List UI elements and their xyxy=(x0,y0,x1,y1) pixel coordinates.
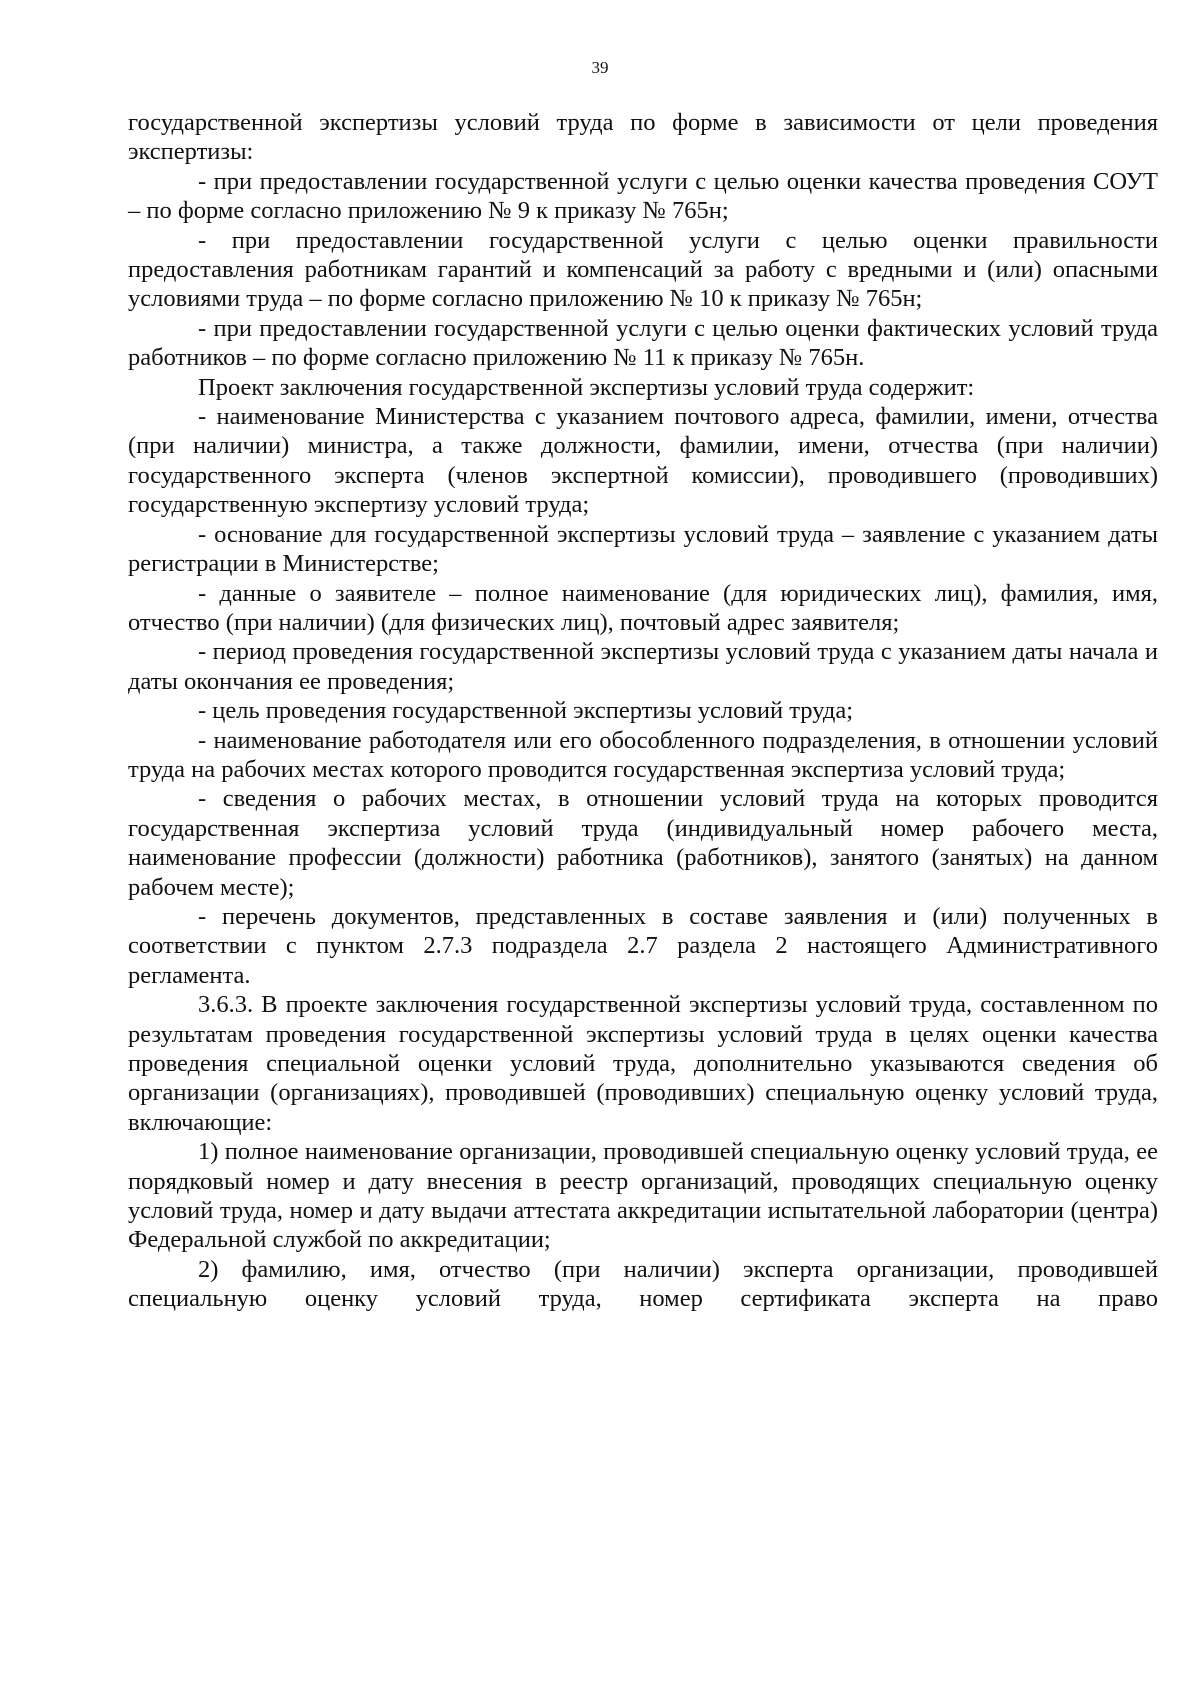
list-item-basis: - основание для государственной экспертизы условий труда – заявление с указанием даты регистрации в Министерстве; xyxy=(128,520,1158,578)
list-item-form-9: - при предоставлении государственной услуги с целью оценки качества проведения СОУТ – по форме согласно приложению № 9 к приказу № 765н; xyxy=(128,167,1158,225)
paragraph-3-6-3: 3.6.3. В проекте заключения государственной экспертизы условий труда, составленном по результатам проведения государственной экспертизы условий труда в целях оценки качества проведения специальной оценки условий труда, дополнительно указываются сведения об организации (организациях), проводившей (проводивших) специальную оценку условий труда, включающие: xyxy=(128,991,1158,1136)
numbered-item-2: 2) фамилию, имя, отчество (при наличии) эксперта организации, проводившей специальную оценку условий труда, номер сертификата эксперта на право xyxy=(128,1255,1158,1313)
numbered-item-1: 1) полное наименование организации, проводившей специальную оценку условий труда, ее порядковый номер и дату внесения в реестр организаций, проводящих специальную оценку условий труда, номер и дату выдачи аттестата аккредитации испытательной лаборатории (центра) Федеральной службой по аккредитации; xyxy=(128,1138,1158,1254)
list-item-ministry-name: - наименование Министерства с указанием почтового адреса, фамилии, имени, отчества (при наличии) министра, а также должности, фамилии, имени, отчества (при наличии) государственного эксперта (членов экспертной комиссии), проводившего (проводивших) государственную экспертизу условий труда; xyxy=(128,403,1158,519)
list-item-applicant-data: - данные о заявителе – полное наименование (для юридических лиц), фамилия, имя, отчество (при наличии) (для физических лиц), почтовый адрес заявителя; xyxy=(128,579,1158,636)
paragraph-continuation: государственной экспертизы условий труда по форме в зависимости от цели проведения экспертизы: xyxy=(128,109,1158,166)
document-body xyxy=(128,108,1158,1314)
list-item-workplaces: - сведения о рабочих местах, в отношении условий труда на которых проводится государственная экспертиза условий труда (индивидуальный номер рабочего места, наименование профессии (должности) работника (работников), занятого (занятых) на данном рабочем месте); xyxy=(128,785,1158,901)
list-item-documents: - перечень документов, представленных в составе заявления и (или) полученных в соответствии с пунктом 2.7.3 подраздела 2.7 раздела 2 настоящего Административного регламента. xyxy=(128,902,1158,989)
list-item-purpose: - цель проведения государственной экспертизы условий труда; xyxy=(198,697,854,725)
list-item-form-11: - при предоставлении государственной услуги с целью оценки фактических условий труда работников – по форме согласно приложению № 11 к приказу № 765н. xyxy=(128,314,1158,372)
list-item-employer-name: - наименование работодателя или его обособленного подразделения, в отношении условий труда на рабочих местах которого проводится государственная экспертиза условий труда; xyxy=(128,726,1158,783)
page-number: 39 xyxy=(591,58,609,77)
list-item-form-10: - при предоставлении государственной услуги с целью оценки правильности предоставления работникам гарантий и компенсаций за работу с вредными и (или) опасными условиями труда – по форме согласно приложению № 10 к приказу № 765н; xyxy=(128,226,1158,313)
list-item-period: - период проведения государственной экспертизы условий труда с указанием даты начала и даты окончания ее проведения; xyxy=(128,638,1158,695)
paragraph-draft-contents-intro: Проект заключения государственной экспертизы условий труда содержит: xyxy=(198,373,975,401)
